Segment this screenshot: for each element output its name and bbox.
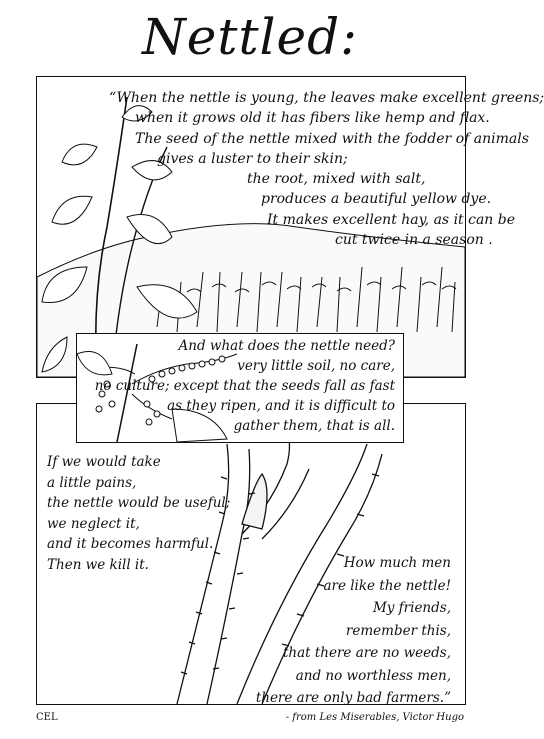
quote-line: cut twice in a season . xyxy=(335,232,493,249)
source-credit: - from Les Miserables, Victor Hugo xyxy=(285,712,464,723)
quote-line: gather them, that is all. xyxy=(233,418,395,434)
quote-line: It makes excellent hay, as it can be xyxy=(267,211,516,228)
bottom-illustration-panel xyxy=(36,403,466,705)
quote-top xyxy=(97,88,544,250)
quote-line: And what does the nettle need? xyxy=(178,338,395,354)
quote-line: “When the nettle is young, the leaves make excellent greens; xyxy=(109,90,544,106)
quote-line: How much men xyxy=(343,555,451,571)
quote-line: the root, mixed with salt, xyxy=(247,171,426,188)
quote-line: as they ripen, and it is difficult to xyxy=(167,398,395,414)
quote-bottom-left xyxy=(47,452,230,575)
quote-line: remember this, xyxy=(345,622,451,639)
quote-line: My friends, xyxy=(372,600,451,616)
quote-line: very little soil, no care, xyxy=(237,358,395,374)
quote-line: and no worthless men, xyxy=(295,667,451,684)
quote-line: produces a beautiful yellow dye. xyxy=(261,191,492,208)
quote-line: The seed of the nettle mixed with the fodder of animals xyxy=(135,130,529,147)
quote-middle xyxy=(95,336,395,436)
quote-line: and it becomes harmful. xyxy=(47,536,214,552)
quote-line: when it grows old it has fibers like hemp and flax. xyxy=(135,110,490,127)
quote-line: we neglect it, xyxy=(47,515,140,532)
quote-line: are like the nettle! xyxy=(323,577,451,594)
quote-bottom-right xyxy=(256,552,451,710)
middle-illustration-panel xyxy=(76,333,404,443)
quote-line: Then we kill it. xyxy=(47,556,149,573)
artist-credit: CEL xyxy=(36,712,58,723)
quote-line: gives a luster to their skin; xyxy=(157,150,348,167)
page-title: Nettled: xyxy=(142,8,358,66)
quote-line: the nettle would be useful; xyxy=(47,495,231,511)
quote-line: that there are no weeds, xyxy=(282,645,451,661)
quote-line: a little pains, xyxy=(47,474,137,491)
quote-line: there are only bad farmers.” xyxy=(255,690,451,706)
quote-line: no culture; except that the seeds fall as fast xyxy=(94,378,395,394)
quote-line: If we would take xyxy=(47,454,161,470)
